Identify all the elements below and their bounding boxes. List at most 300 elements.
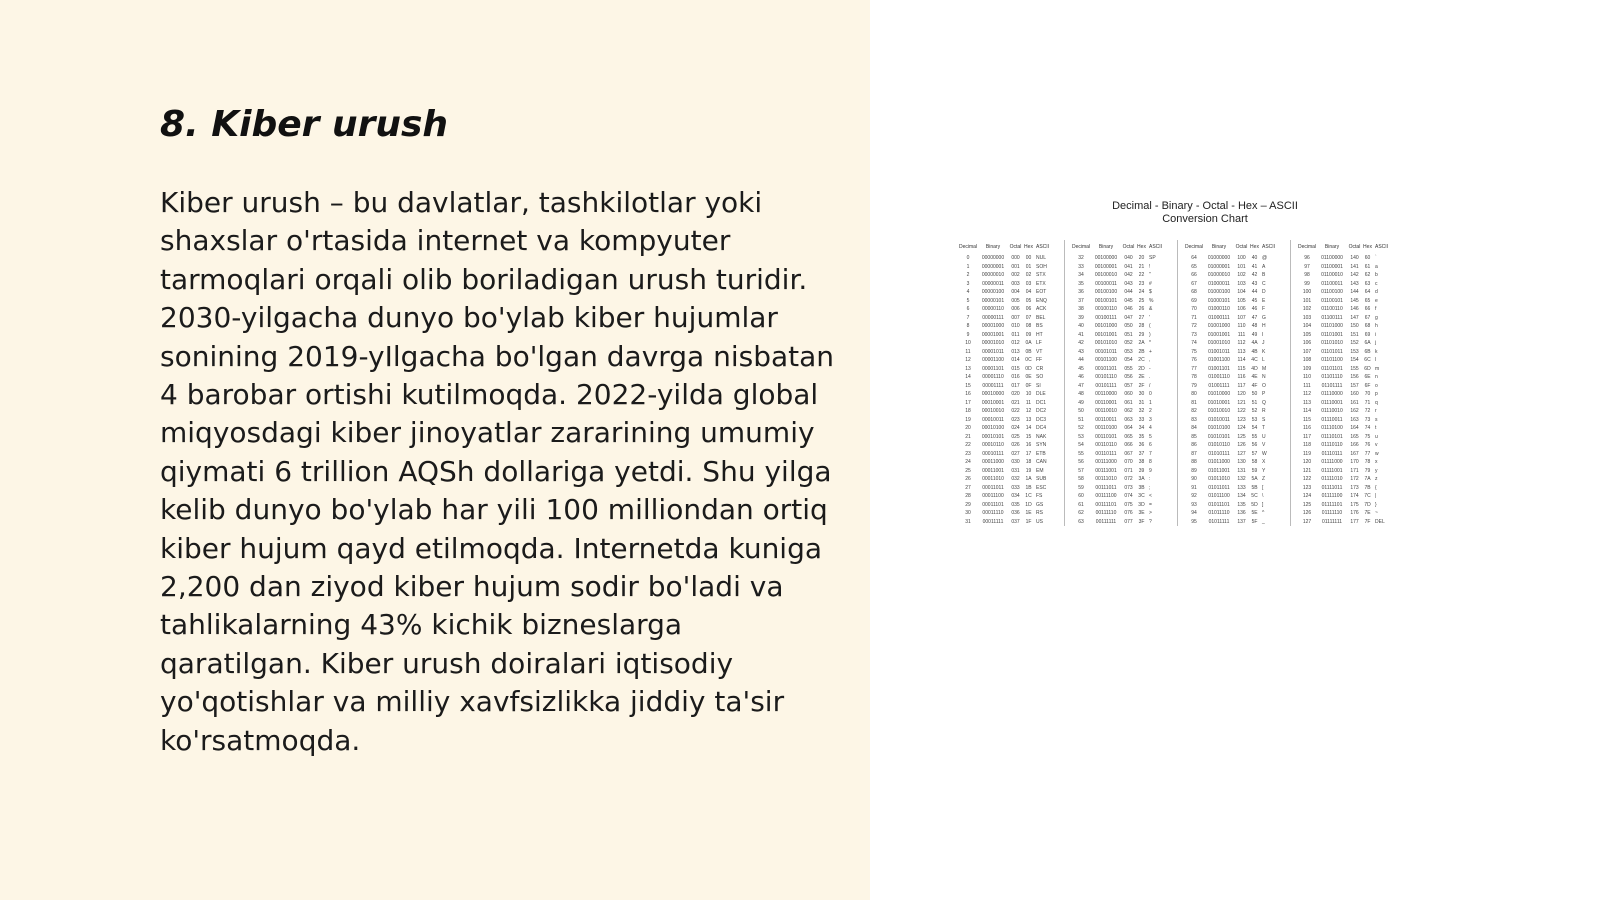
table-row <box>1071 509 1171 518</box>
table-cell: ' <box>1149 314 1150 321</box>
table-cell: Z <box>1262 476 1266 483</box>
table-row <box>958 501 1058 510</box>
table-row <box>1184 458 1284 467</box>
column-header: Hex <box>1137 244 1146 250</box>
table-row <box>1071 271 1171 280</box>
column-header: ASCII <box>1149 244 1163 250</box>
table-cell: U <box>1262 433 1266 440</box>
table-cell: 79 <box>1191 382 1197 389</box>
table-cell: 010 <box>1011 323 1020 330</box>
table-cell: 0E <box>1025 374 1032 381</box>
table-cell: 2 <box>966 272 970 279</box>
table-cell: 140 <box>1350 255 1359 262</box>
table-cell: 127 <box>1237 450 1246 457</box>
table-cell: ETX <box>1036 280 1046 287</box>
table-cell: 00101010 <box>1094 340 1118 347</box>
table-cell: 042 <box>1124 272 1133 279</box>
table-row <box>1184 305 1284 314</box>
table-cell: 2C <box>1138 357 1145 364</box>
table-cell: 00001100 <box>982 357 1004 364</box>
table-cell: e <box>1375 297 1378 304</box>
table-cell: 68 <box>1364 323 1371 330</box>
table-row <box>1297 458 1397 467</box>
table-cell: 105 <box>1237 297 1246 304</box>
table-header-row <box>958 240 1058 254</box>
table-cell: 01100101 <box>1321 297 1343 304</box>
table-cell: 027 <box>1011 450 1020 457</box>
table-cell: FF <box>1036 357 1043 364</box>
table-cell: 8 <box>966 323 970 330</box>
table-cell: 00100001 <box>1094 263 1118 270</box>
table-cell: 00001110 <box>982 374 1004 381</box>
table-row <box>1184 509 1284 518</box>
table-cell: 93 <box>1191 501 1197 508</box>
table-cell: 34 <box>1138 425 1145 432</box>
table-cell: 01110111 <box>1321 450 1343 457</box>
table-cell: 64 <box>1191 255 1197 262</box>
table-cell: 103 <box>1302 314 1312 321</box>
table-cell: 104 <box>1302 323 1312 330</box>
table-cell: 0 <box>966 255 970 262</box>
table-row <box>958 407 1058 416</box>
table-row <box>1297 348 1397 357</box>
table-cell: 00000011 <box>982 280 1004 287</box>
table-cell: 132 <box>1237 476 1246 483</box>
column-header: Decimal <box>1184 244 1204 250</box>
table-cell: 00111100 <box>1095 493 1117 500</box>
column-header: Hex <box>1024 244 1033 250</box>
table-cell: 09 <box>1025 331 1032 338</box>
table-cell: o <box>1375 382 1378 389</box>
table-cell: @ <box>1262 255 1268 262</box>
table-cell: 062 <box>1124 408 1133 415</box>
table-cell: 26 <box>1138 306 1145 313</box>
table-row <box>1071 348 1171 357</box>
table-cell: 01 <box>1025 263 1032 270</box>
table-row <box>1184 348 1284 357</box>
table-row <box>1071 314 1171 323</box>
table-cell: 026 <box>1011 442 1020 449</box>
table-cell: 00101100 <box>1095 357 1117 364</box>
table-cell: 60 <box>1078 493 1084 500</box>
table-cell: 135 <box>1237 501 1246 508</box>
table-cell: 51 <box>1078 416 1084 423</box>
table-cell: 154 <box>1350 357 1359 364</box>
table-cell: 066 <box>1124 442 1133 449</box>
table-cell: CR <box>1036 365 1044 372</box>
table-row <box>958 424 1058 433</box>
table-cell: ~ <box>1375 510 1378 517</box>
table-row <box>958 373 1058 382</box>
conversion-table <box>952 240 1452 526</box>
table-cell: i <box>1375 331 1377 338</box>
table-cell: 01110010 <box>1321 408 1343 415</box>
table-cell: 01101111 <box>1321 382 1343 389</box>
table-row <box>1297 518 1397 527</box>
table-cell: 17 <box>965 399 971 406</box>
table-cell: 67 <box>1191 280 1197 287</box>
table-row <box>1184 492 1284 501</box>
table-cell: M <box>1262 365 1267 372</box>
table-cell: 107 <box>1237 314 1246 321</box>
table-row <box>958 390 1058 399</box>
table-cell: } <box>1375 501 1377 508</box>
table-cell: 6F <box>1364 382 1371 389</box>
table-cell: 030 <box>1011 459 1020 466</box>
table-cell: 3E <box>1138 510 1145 517</box>
table-cell: = <box>1149 501 1152 508</box>
table-cell: 036 <box>1011 510 1020 517</box>
table-cell: 00001010 <box>981 340 1005 347</box>
table-cell: 65 <box>1364 297 1371 304</box>
table-cell: NUL <box>1036 255 1047 262</box>
table-cell: 01111010 <box>1321 476 1343 483</box>
table-cell: 050 <box>1124 323 1133 330</box>
table-cell: * <box>1149 340 1151 347</box>
table-row <box>1071 331 1171 340</box>
table-cell: 4C <box>1251 357 1258 364</box>
table-cell: 00000111 <box>982 314 1004 321</box>
column-header: ASCII <box>1375 244 1389 250</box>
table-cell: 95 <box>1191 518 1197 525</box>
table-cell: 067 <box>1124 450 1133 457</box>
table-cell: 113 <box>1303 399 1311 406</box>
table-cell: 86 <box>1191 442 1197 449</box>
table-cell: 051 <box>1124 331 1133 338</box>
table-row <box>1297 509 1397 518</box>
table-cell: 29 <box>965 501 971 508</box>
table-row <box>1184 475 1284 484</box>
table-row <box>1184 322 1284 331</box>
table-row <box>1071 450 1171 459</box>
table-row <box>1071 390 1171 399</box>
table-cell: P <box>1262 391 1266 398</box>
table-cell: 2D <box>1138 365 1145 372</box>
table-cell: 00110111 <box>1095 450 1117 457</box>
table-row <box>1071 254 1171 263</box>
table-row <box>1071 467 1171 476</box>
table-cell: 173 <box>1350 484 1359 491</box>
table-row <box>1184 254 1284 263</box>
table-cell: 174 <box>1350 493 1359 500</box>
table-cell: DC3 <box>1036 416 1047 423</box>
table-cell: 4B <box>1251 348 1258 355</box>
table-cell: G <box>1262 314 1266 321</box>
table-cell: 48 <box>1078 391 1084 398</box>
table-cell: 28 <box>1138 323 1145 330</box>
table-cell: 01000011 <box>1208 280 1230 287</box>
table-cell: ? <box>1149 518 1152 525</box>
table-cell: 053 <box>1124 348 1133 355</box>
table-cell: 119 <box>1303 450 1311 457</box>
table-cell: 18 <box>1025 459 1032 466</box>
column-header: ASCII <box>1036 244 1050 250</box>
table-cell: 033 <box>1011 484 1020 491</box>
table-cell: 055 <box>1124 365 1133 372</box>
table-cell: 125 <box>1237 433 1246 440</box>
table-cell: 170 <box>1350 459 1359 466</box>
table-cell: 25 <box>965 467 971 474</box>
table-cell: 021 <box>1011 399 1020 406</box>
table-cell: DEL <box>1375 518 1385 525</box>
table-cell: 015 <box>1011 365 1020 372</box>
table-cell: 00000100 <box>981 289 1005 296</box>
table-cell: 21 <box>1138 263 1145 270</box>
table-cell: K <box>1262 348 1266 355</box>
table-cell: ( <box>1149 323 1151 330</box>
table-cell: SOH <box>1036 263 1047 270</box>
table-cell: 142 <box>1350 272 1359 279</box>
table-cell: N <box>1262 374 1266 381</box>
table-cell: O <box>1262 382 1266 389</box>
table-cell: DC4 <box>1036 425 1047 432</box>
table-row <box>1297 416 1397 425</box>
table-cell: 7E <box>1364 510 1371 517</box>
table-cell: W <box>1262 450 1267 457</box>
table-cell: 00101110 <box>1095 374 1117 381</box>
table-cell: > <box>1149 510 1152 517</box>
table-row <box>1297 271 1397 280</box>
table-cell: 124 <box>1302 493 1312 500</box>
table-cell: 7A <box>1364 476 1371 483</box>
table-cell: 00011101 <box>982 501 1004 508</box>
table-cell: 50 <box>1251 391 1258 398</box>
table-cell: 125 <box>1302 501 1312 508</box>
table-cell: 001 <box>1011 263 1020 270</box>
table-cell: 105 <box>1302 331 1312 338</box>
table-cell: 114 <box>1303 408 1311 415</box>
table-cell: j <box>1375 340 1377 347</box>
table-cell: 80 <box>1191 391 1197 398</box>
table-cell: 162 <box>1350 408 1359 415</box>
table-row <box>958 467 1058 476</box>
table-cell: I <box>1262 331 1264 338</box>
column-header: Binary <box>985 244 1001 250</box>
table-row <box>1297 390 1397 399</box>
table-cell: ! <box>1149 263 1151 270</box>
table-cell: 012 <box>1011 340 1020 347</box>
table-cell: 5 <box>1149 433 1152 440</box>
table-cell: 03 <box>1025 280 1032 287</box>
table-cell: 67 <box>1364 314 1371 321</box>
table-cell: 01100001 <box>1321 263 1343 270</box>
table-cell: 150 <box>1350 323 1359 330</box>
table-row <box>1184 331 1284 340</box>
table-cell: ] <box>1262 501 1264 508</box>
table-cell: 5D <box>1251 501 1258 508</box>
table-cell: 134 <box>1237 493 1246 500</box>
table-cell: 106 <box>1302 340 1312 347</box>
table-cell: 19 <box>965 416 971 423</box>
table-cell: 66 <box>1364 306 1371 313</box>
table-cell: 70 <box>1191 306 1197 313</box>
table-cell: [ <box>1262 484 1264 491</box>
table-cell: 153 <box>1350 348 1359 355</box>
table-row <box>1184 399 1284 408</box>
table-row <box>1184 382 1284 391</box>
table-cell: 17 <box>1025 450 1032 457</box>
table-cell: 01110110 <box>1321 442 1343 449</box>
table-row <box>1184 356 1284 365</box>
table-cell: 1 <box>966 263 970 270</box>
table-cell: 122 <box>1302 476 1312 483</box>
table-cell: 2F <box>1138 382 1145 389</box>
table-cell: 19 <box>1025 467 1032 474</box>
table-cell: NAK <box>1036 433 1047 440</box>
table-cell: 00001101 <box>982 365 1004 372</box>
table-cell: 01101101 <box>1321 365 1343 372</box>
table-cell: 6A <box>1364 340 1371 347</box>
table-cell: 01001011 <box>1208 348 1230 355</box>
column-header: Binary <box>1324 244 1340 250</box>
table-cell: 00010110 <box>982 442 1004 449</box>
table-cell: 109 <box>1302 365 1312 372</box>
table-cell: 00101001 <box>1094 331 1118 338</box>
table-cell: 164 <box>1350 425 1359 432</box>
table-row <box>958 518 1058 527</box>
table-cell: 01010000 <box>1207 391 1231 398</box>
table-cell: 00000000 <box>981 255 1005 262</box>
table-cell: 36 <box>1078 289 1084 296</box>
column-header: ASCII <box>1262 244 1276 250</box>
table-cell: 56 <box>1078 459 1084 466</box>
table-cell: 6B <box>1364 348 1371 355</box>
table-cell: 1E <box>1025 510 1032 517</box>
table-row <box>1297 399 1397 408</box>
table-cell: 7B <box>1364 484 1371 491</box>
table-cell: 90 <box>1191 476 1197 483</box>
table-cell: 01011110 <box>1208 510 1230 517</box>
table-cell: L <box>1262 357 1265 364</box>
table-cell: 003 <box>1011 280 1020 287</box>
table-cell: 38 <box>1078 306 1084 313</box>
table-cell: 5E <box>1251 510 1258 517</box>
table-cell: 005 <box>1011 297 1020 304</box>
table-row <box>958 314 1058 323</box>
table-cell: 00111000 <box>1095 459 1117 466</box>
table-cell: 6C <box>1364 357 1371 364</box>
table-cell: 00001011 <box>982 348 1004 355</box>
table-cell: - <box>1149 365 1151 372</box>
table-cell: 115 <box>1303 416 1311 423</box>
table-row <box>1297 501 1397 510</box>
table-cell: BEL <box>1036 314 1046 321</box>
table-row <box>1184 441 1284 450</box>
table-cell: 13 <box>1025 416 1032 423</box>
table-cell: 01001010 <box>1207 340 1231 347</box>
table-cell: 01011001 <box>1208 467 1230 474</box>
table-cell: 61 <box>1078 501 1084 508</box>
table-cell: 87 <box>1191 450 1197 457</box>
table-row <box>1297 373 1397 382</box>
table-cell: 107 <box>1302 348 1312 355</box>
table-cell: 6 <box>966 306 970 313</box>
table-cell: 15 <box>965 382 971 389</box>
table-cell: 4 <box>1149 425 1152 432</box>
table-cell: 01111001 <box>1321 467 1343 474</box>
table-cell: 035 <box>1011 501 1020 508</box>
table-cell: 114 <box>1237 357 1246 364</box>
table-cell: 75 <box>1191 348 1197 355</box>
table-cell: 152 <box>1350 340 1359 347</box>
table-cell: 147 <box>1350 314 1359 321</box>
table-row <box>1184 416 1284 425</box>
table-cell: 00011000 <box>982 459 1004 466</box>
table-cell: 97 <box>1304 263 1310 270</box>
table-cell: 7C <box>1364 493 1371 500</box>
table-row <box>958 254 1058 263</box>
table-row <box>1184 390 1284 399</box>
table-cell: 5B <box>1251 484 1258 491</box>
table-cell: d <box>1375 289 1378 296</box>
table-cell: 1B <box>1025 484 1032 491</box>
table-cell: 74 <box>1191 340 1197 347</box>
table-cell: 120 <box>1237 391 1246 398</box>
table-cell: 00001001 <box>981 331 1005 338</box>
table-cell: & <box>1149 306 1153 313</box>
table-cell: 01101011 <box>1321 348 1343 355</box>
table-cell: 7 <box>1149 450 1152 457</box>
table-cell: 1A <box>1025 476 1032 483</box>
table-cell: " <box>1149 272 1151 279</box>
table-row <box>1297 382 1397 391</box>
table-cell: : <box>1149 476 1151 483</box>
table-cell: 171 <box>1350 467 1359 474</box>
table-cell: 42 <box>1251 272 1258 279</box>
table-cell: X <box>1262 459 1266 466</box>
table-cell: 35 <box>1078 280 1084 287</box>
table-cell: 01011011 <box>1208 484 1230 491</box>
table-cell: 98 <box>1304 272 1310 279</box>
table-row <box>958 492 1058 501</box>
table-cell: 063 <box>1124 416 1133 423</box>
table-header-row <box>1184 240 1284 254</box>
table-cell: 55 <box>1251 433 1258 440</box>
table-cell: 5 <box>966 297 970 304</box>
table-cell: 55 <box>1078 450 1084 457</box>
table-cell: 044 <box>1124 289 1133 296</box>
table-row <box>1297 433 1397 442</box>
table-cell: 00101101 <box>1095 365 1117 372</box>
table-cell: { <box>1375 484 1377 491</box>
table-cell: 014 <box>1011 357 1020 364</box>
table-cell: 00001000 <box>981 323 1005 330</box>
table-cell: 102 <box>1302 306 1312 313</box>
table-cell: 00011001 <box>982 467 1004 474</box>
table-row <box>1071 373 1171 382</box>
table-cell: 24 <box>1138 289 1145 296</box>
table-row <box>1071 441 1171 450</box>
table-cell: 070 <box>1124 459 1133 466</box>
table-row <box>1184 288 1284 297</box>
table-cell: 000 <box>1011 255 1020 262</box>
table-cell: 39 <box>1078 314 1084 321</box>
table-cell: DC1 <box>1036 399 1047 406</box>
table-cell: 01101000 <box>1321 323 1343 330</box>
table-cell: 100 <box>1237 255 1246 262</box>
table-cell: . <box>1149 374 1151 381</box>
table-row <box>1071 424 1171 433</box>
table-row <box>1184 373 1284 382</box>
table-cell: 0B <box>1025 348 1032 355</box>
table-cell: 44 <box>1078 357 1084 364</box>
table-cell: 01101001 <box>1321 331 1343 338</box>
table-cell: 00101000 <box>1094 323 1118 330</box>
table-cell: 9 <box>1149 467 1152 474</box>
table-row <box>1071 475 1171 484</box>
table-row <box>958 441 1058 450</box>
table-cell: 073 <box>1124 484 1133 491</box>
